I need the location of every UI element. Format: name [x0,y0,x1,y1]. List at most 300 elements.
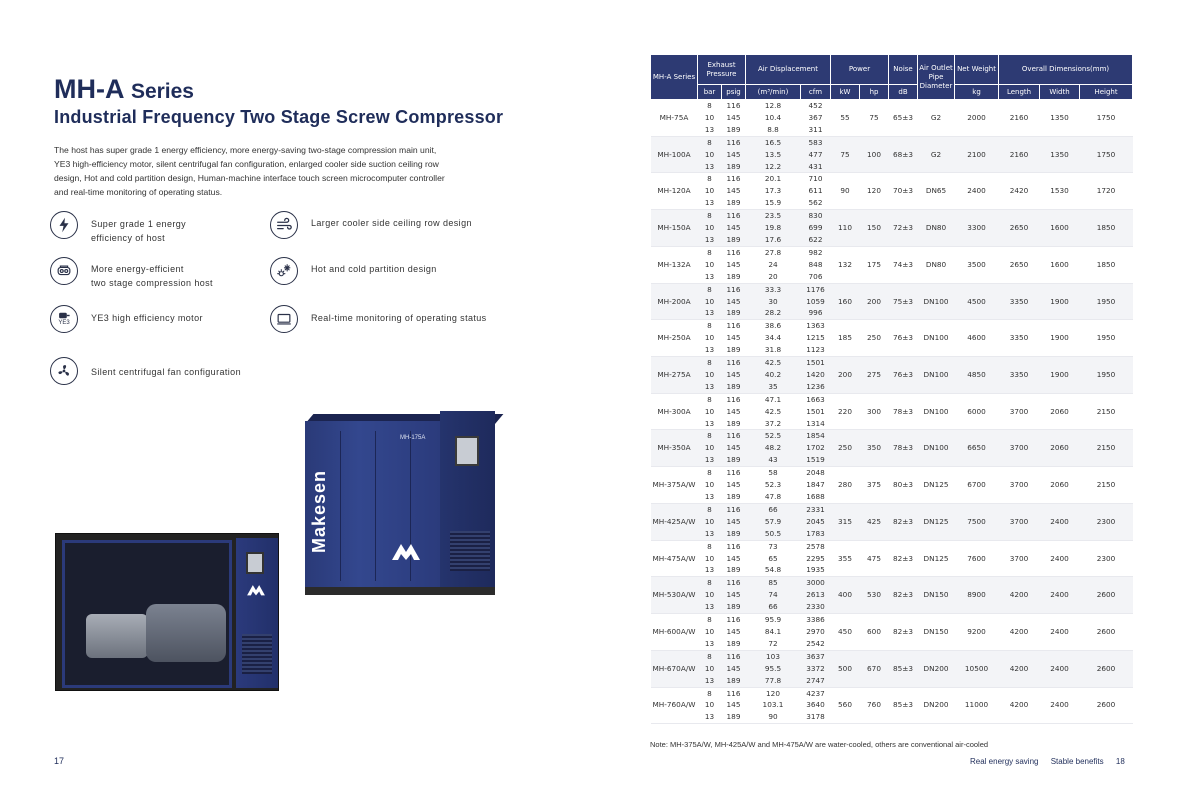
feature-text: Silent centrifugal fan configuration [91,367,241,377]
cell-m3 [746,503,801,540]
cell-kw: 220 [831,393,860,430]
cell-kg: 2400 [955,173,999,210]
cell-hp: 250 [860,320,889,357]
cell-width: 2060 [1040,467,1080,504]
cell-bar-value: 10 [704,186,715,196]
cell-bar-value: 13 [704,565,715,575]
cell-db: 72±3 [889,210,918,247]
cell-model: MH-350A [651,430,698,467]
cell-width: 2400 [1040,540,1080,577]
cell-cfm-value: 699 [808,223,823,233]
cell-psig-value: 145 [726,626,741,636]
cell-outlet: DN80 [918,210,955,247]
cell-cfm-value: 1663 [806,394,825,404]
cell-psig-value: 189 [726,565,741,575]
spec-table [650,54,1133,724]
header-air-displacement: Air Displacement [746,55,831,85]
cell-cfm [801,393,831,430]
unit-width: Width [1040,85,1080,100]
cell-bar [698,577,722,614]
feature-text: Hot and cold partition design [311,264,437,274]
feature-text: More energy-efficient two stage compression host [91,264,213,288]
unit-kg: kg [955,85,999,100]
cell-bar-value: 8 [707,137,712,147]
cell-cfm-value: 1688 [806,492,825,501]
machine-brand: Makesen [309,469,330,553]
cell-hp: 760 [860,687,889,724]
cell-outlet: G2 [918,100,955,137]
cell-m3-value: 42.5 [764,406,782,416]
cell-m3-value: 54.8 [764,565,782,575]
cell-cfm-value: 1059 [806,296,825,306]
cell-m3 [746,136,801,173]
cell-db: 85±3 [889,687,918,724]
header-air-outlet: Air Outlet Pipe Diameter [918,55,955,100]
page-number-right: 18 [1115,757,1125,766]
cell-height: 2150 [1080,430,1133,467]
cell-outlet: G2 [918,136,955,173]
cell-hp: 175 [860,246,889,283]
cell-psig-value: 116 [726,688,741,698]
cell-cfm [801,210,831,247]
cell-cfm-value: 1501 [806,358,825,368]
cell-bar-value: 13 [704,381,715,391]
cell-cfm-value: 622 [808,234,823,244]
title-model: MH-A [54,74,125,104]
cell-width: 1600 [1040,246,1080,283]
cell-m3 [746,430,801,467]
cell-psig-value: 145 [726,186,741,196]
table-row [651,210,1133,247]
cell-m3-value: 84.1 [764,626,782,636]
cell-m3-value: 37.2 [764,418,782,428]
cell-psig [722,357,746,394]
cell-kg: 3300 [955,210,999,247]
cell-cfm-value: 3386 [806,615,825,625]
table-row [651,136,1133,173]
cell-cfm-value: 431 [808,161,823,171]
fan-icon [50,357,78,385]
cell-m3-value: 43 [768,455,778,465]
cell-cfm [801,283,831,320]
cell-cfm [801,503,831,540]
cell-cfm [801,430,831,467]
cell-width: 2400 [1040,503,1080,540]
cell-psig [722,430,746,467]
cell-cfm-value: 982 [808,247,823,257]
cell-bar-value: 8 [707,101,712,110]
cell-psig-value: 145 [726,333,741,343]
brand-logo-icon [390,539,422,561]
cell-length: 3700 [999,430,1040,467]
header-exhaust-pressure: Exhaust Pressure [698,55,746,85]
cell-psig-value: 116 [726,394,741,404]
cell-m3 [746,540,801,577]
cell-m3-value: 103.1 [762,700,784,710]
cell-psig [722,650,746,687]
cell-kw: 355 [831,540,860,577]
cell-m3-value: 52.3 [764,480,782,490]
cell-height: 2600 [1080,577,1133,614]
cell-psig [722,503,746,540]
cell-m3-value: 77.8 [764,675,782,685]
cell-m3-value: 48.2 [764,443,782,453]
cell-height: 1720 [1080,173,1133,210]
cell-psig-value: 189 [726,528,741,538]
cell-kg: 4850 [955,357,999,394]
page-number-left: 17 [54,756,65,766]
cell-cfm [801,614,831,651]
cell-psig-value: 145 [726,590,741,600]
cell-psig [722,320,746,357]
cell-cfm-value: 1363 [806,321,825,331]
cell-db: 76±3 [889,357,918,394]
cell-psig-value: 145 [726,369,741,379]
cell-bar-value: 10 [704,296,715,306]
cell-kw: 250 [831,430,860,467]
cell-cfm-value: 611 [808,186,823,196]
cell-bar-value: 13 [704,602,715,612]
cell-width: 1600 [1040,210,1080,247]
cell-kg: 6700 [955,467,999,504]
cell-psig-value: 145 [726,443,741,453]
table-row [651,246,1133,283]
cell-db: 75±3 [889,283,918,320]
cell-cfm-value: 1123 [806,345,825,355]
feature-two-stage [50,257,213,290]
cell-width: 2400 [1040,650,1080,687]
cell-kw: 75 [831,136,860,173]
cell-cfm [801,467,831,504]
cell-kg: 2000 [955,100,999,137]
cell-psig [722,467,746,504]
cell-m3-value: 27.8 [764,247,782,257]
cell-outlet: DN80 [918,246,955,283]
cell-length: 3350 [999,320,1040,357]
cell-psig [722,283,746,320]
cell-kw: 132 [831,246,860,283]
cell-psig [722,540,746,577]
cell-width: 1530 [1040,173,1080,210]
cell-psig-value: 116 [726,615,741,625]
cell-cfm-value: 3372 [806,663,825,673]
cell-psig-value: 145 [726,296,741,306]
cell-cfm-value: 996 [808,308,823,318]
cell-cfm-value: 1847 [806,480,825,490]
cell-m3-value: 38.6 [764,321,782,331]
cell-cfm-value: 452 [808,101,823,110]
table-row [651,650,1133,687]
cell-width: 1350 [1040,136,1080,173]
cell-psig-value: 189 [726,161,741,171]
cell-bar-value: 10 [704,590,715,600]
cell-bar [698,430,722,467]
table-note: Note: MH-375A/W, MH-425A/W and MH-475A/W are water-cooled, others are conventional air-cooled [650,740,989,749]
unit-bar: bar [698,85,722,100]
cell-db: 70±3 [889,173,918,210]
cell-cfm-value: 4237 [806,688,825,698]
cell-cfm-value: 1854 [806,431,825,441]
cell-psig-value: 116 [726,247,741,257]
cell-bar-value: 13 [704,528,715,538]
cell-cfm-value: 1176 [806,284,825,294]
cell-bar [698,467,722,504]
cell-length: 2160 [999,100,1040,137]
cell-bar-value: 8 [707,284,712,294]
cell-db: 65±3 [889,100,918,137]
cell-m3-value: 33.3 [764,284,782,294]
cell-psig-value: 145 [726,480,741,490]
cell-bar-value: 13 [704,308,715,318]
cell-db: 82±3 [889,540,918,577]
cell-psig-value: 189 [726,638,741,648]
cell-width: 1900 [1040,357,1080,394]
cell-bar [698,650,722,687]
cell-bar [698,246,722,283]
cell-bar-value: 10 [704,223,715,233]
cell-width: 2060 [1040,430,1080,467]
cell-cfm-value: 1314 [806,418,825,428]
cell-model: MH-475A/W [651,540,698,577]
cell-cfm [801,173,831,210]
cell-hp: 475 [860,540,889,577]
cell-m3 [746,320,801,357]
table-row [651,430,1133,467]
cell-m3-value: 34.4 [764,333,782,343]
lightning-icon [50,211,78,239]
cell-m3-value: 31.8 [764,345,782,355]
cell-model: MH-425A/W [651,503,698,540]
cell-cfm-value: 477 [808,149,823,159]
cell-kw: 55 [831,100,860,137]
header-net-weight: Net Weight [955,55,999,85]
table-row [651,614,1133,651]
cell-hp: 375 [860,467,889,504]
compressor-interior-image [55,533,279,691]
cell-bar-value: 13 [704,638,715,648]
cell-length: 3350 [999,357,1040,394]
cell-model: MH-100A [651,136,698,173]
cell-m3-value: 85 [768,578,778,588]
cell-bar-value: 13 [704,271,715,281]
cell-cfm-value: 3000 [806,578,825,588]
cell-length: 2650 [999,210,1040,247]
cell-m3-value: 16.5 [764,137,782,147]
cell-height: 1950 [1080,320,1133,357]
cell-bar [698,210,722,247]
cell-db: 78±3 [889,393,918,430]
cell-hp: 300 [860,393,889,430]
cell-bar-value: 8 [707,651,712,661]
vent-grill [450,531,490,571]
cell-m3-value: 95.5 [764,663,782,673]
cell-m3-value: 24 [768,259,778,269]
feature-hot-cold [270,257,437,285]
cell-bar-value: 10 [704,333,715,343]
table-row [651,283,1133,320]
cell-height: 2300 [1080,503,1133,540]
unit-kw: kW [831,85,860,100]
cell-m3-value: 20 [768,271,778,281]
cell-psig-value: 189 [726,455,741,465]
cell-hp: 150 [860,210,889,247]
cell-cfm [801,100,831,137]
cell-outlet: DN200 [918,650,955,687]
cell-hp: 275 [860,357,889,394]
vent-grill [242,634,272,674]
table-row [651,100,1133,137]
cell-m3-value: 47.8 [764,492,782,501]
cell-model: MH-600A/W [651,614,698,651]
cell-model: MH-250A [651,320,698,357]
cell-length: 4200 [999,614,1040,651]
spec-table-body [651,100,1133,724]
feature-text: Larger cooler side ceiling row design [311,218,472,228]
cell-outlet: DN125 [918,467,955,504]
cell-kg: 7600 [955,540,999,577]
cell-m3-value: 19.8 [764,223,782,233]
cell-kg: 11000 [955,687,999,724]
cell-bar-value: 8 [707,468,712,478]
cell-cfm [801,357,831,394]
cell-bar-value: 8 [707,541,712,551]
feature-text: YE3 high efficiency motor [91,313,203,323]
cell-m3 [746,210,801,247]
cell-m3-value: 50.5 [764,528,782,538]
cell-psig-value: 189 [726,124,741,134]
cell-cfm-value: 848 [808,259,823,269]
table-row [651,467,1133,504]
cell-m3-value: 73 [768,541,778,551]
cell-length: 3700 [999,540,1040,577]
cell-bar-value: 8 [707,504,712,514]
cell-outlet: DN150 [918,614,955,651]
cell-cfm-value: 1935 [806,565,825,575]
cell-kw: 90 [831,173,860,210]
cell-kg: 8900 [955,577,999,614]
cell-model: MH-275A [651,357,698,394]
cell-width: 1900 [1040,283,1080,320]
cell-db: 82±3 [889,614,918,651]
feature-energy-efficiency [50,211,186,245]
cell-m3 [746,393,801,430]
cell-m3-value: 23.5 [764,211,782,221]
cell-bar-value: 10 [704,149,715,159]
cell-width: 2400 [1040,687,1080,724]
cell-outlet: DN125 [918,503,955,540]
cell-psig [722,687,746,724]
cell-height: 2150 [1080,467,1133,504]
cell-cfm-value: 2578 [806,541,825,551]
cell-bar [698,136,722,173]
cell-cfm [801,136,831,173]
cell-psig [722,100,746,137]
motor-body [146,604,226,662]
cell-hp: 200 [860,283,889,320]
cell-bar [698,503,722,540]
cell-bar-value: 8 [707,174,712,184]
cell-db: 68±3 [889,136,918,173]
cell-m3 [746,357,801,394]
cell-bar-value: 8 [707,211,712,221]
cell-height: 1850 [1080,210,1133,247]
cell-bar [698,173,722,210]
cell-cfm-value: 830 [808,211,823,221]
cell-psig-value: 189 [726,712,741,722]
cell-psig [722,136,746,173]
header-power: Power [831,55,889,85]
cell-psig-value: 116 [726,504,741,514]
cell-cfm-value: 2331 [806,504,825,514]
header-noise: Noise [889,55,918,85]
cell-bar-value: 10 [704,480,715,490]
cell-bar [698,320,722,357]
cell-m3-value: 72 [768,638,778,648]
cell-cfm [801,650,831,687]
cell-m3-value: 12.8 [764,101,782,110]
cell-hp: 670 [860,650,889,687]
cell-psig-value: 145 [726,663,741,673]
cell-bar-value: 13 [704,198,715,208]
cell-psig [722,614,746,651]
cell-m3-value: 58 [768,468,778,478]
cell-kw: 450 [831,614,860,651]
feature-text: Real-time monitoring of operating status [311,313,487,323]
cell-length: 3700 [999,503,1040,540]
cell-m3-value: 66 [768,602,778,612]
cell-m3 [746,687,801,724]
cell-bar [698,687,722,724]
cell-model: MH-760A/W [651,687,698,724]
cell-bar-value: 13 [704,492,715,501]
cell-psig-value: 116 [726,137,741,147]
cell-width: 2060 [1040,393,1080,430]
cell-bar [698,357,722,394]
cell-cfm-value: 583 [808,137,823,147]
cell-cfm [801,246,831,283]
cell-db: 82±3 [889,577,918,614]
cell-m3 [746,100,801,137]
cell-bar-value: 10 [704,626,715,636]
cell-hp: 425 [860,503,889,540]
compression-head [86,614,148,658]
machine-base [305,587,495,595]
page-subtitle: Industrial Frequency Two Stage Screw Compressor [54,107,504,127]
cell-psig-value: 145 [726,700,741,710]
cell-bar-value: 13 [704,675,715,685]
cell-cfm-value: 2747 [806,675,825,685]
cell-kg: 2100 [955,136,999,173]
cell-db: 76±3 [889,320,918,357]
cell-model: MH-375A/W [651,467,698,504]
cell-cfm-value: 1236 [806,381,825,391]
cell-psig-value: 116 [726,578,741,588]
cell-m3-value: 20.1 [764,174,782,184]
cell-m3-value: 8.8 [767,124,779,134]
motor-icon [50,305,78,333]
cell-bar-value: 10 [704,369,715,379]
table-row [651,320,1133,357]
cell-bar-value: 10 [704,516,715,526]
cell-psig-value: 189 [726,234,741,244]
cell-bar-value: 10 [704,663,715,673]
cell-bar-value: 8 [707,321,712,331]
cell-psig-value: 189 [726,271,741,281]
cell-psig-value: 145 [726,553,741,563]
cell-model: MH-300A [651,393,698,430]
cell-hp: 100 [860,136,889,173]
controller-screen [455,436,479,466]
